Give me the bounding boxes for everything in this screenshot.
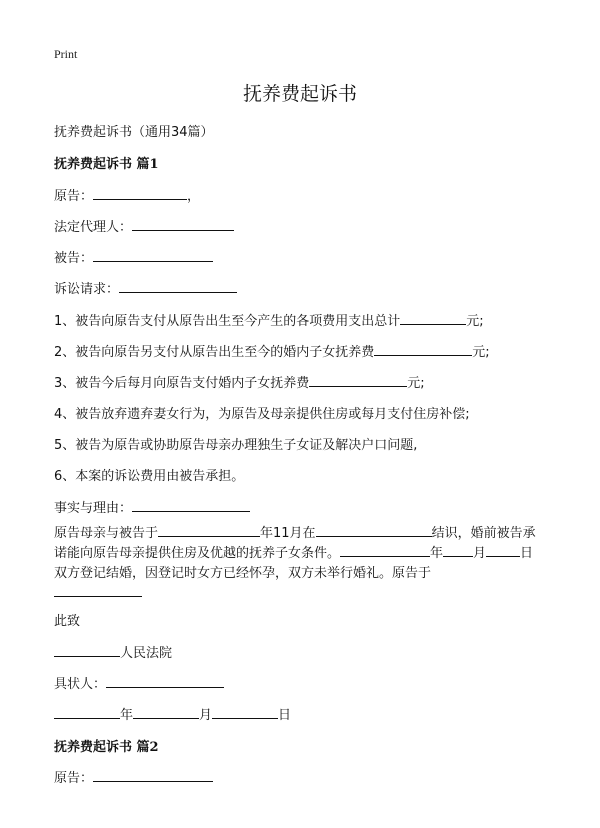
year-blank <box>54 706 120 719</box>
court-blank <box>54 644 120 657</box>
court-line <box>54 642 172 661</box>
signer-label: 具状人： <box>54 677 107 692</box>
para-blank-2 <box>316 524 432 537</box>
plaintiff-blank <box>93 187 187 200</box>
para-text-c: 结识，婚前被告承诺能向原告母亲提供住房及优越的抚养子女条件。 <box>54 526 536 561</box>
section-heading-1: 抚养费起诉书 篇1 <box>54 157 159 172</box>
plaintiff-label: 原告： <box>54 189 94 204</box>
para-text-d: 年 <box>430 546 444 561</box>
para-blank-4 <box>443 544 473 557</box>
para-blank-5 <box>486 544 520 557</box>
claim-item-1 <box>54 310 484 329</box>
claim-item-1-text: 1、被告向原告支付从原告出生至今产生的各项费用支出总计 <box>54 314 401 329</box>
para-blank-1 <box>158 524 260 537</box>
claim-item-3-text: 3、被告今后每月向原告支付婚内子女抚养费 <box>54 376 310 391</box>
claim-item-3 <box>54 372 425 391</box>
month-label: 月 <box>199 708 213 723</box>
document-title: 抚养费起诉书 <box>242 83 357 105</box>
claim-item-1-blank <box>400 312 466 325</box>
document-subtitle: 抚养费起诉书（通用34篇） <box>54 125 214 140</box>
para-text-e: 月 <box>473 546 487 561</box>
para-blank-6 <box>54 584 142 597</box>
claim-item-2-blank <box>374 343 472 356</box>
claim-item-5: 5、被告为原告或协助原告母亲办理独生子女证及解决户口问题, <box>54 438 418 453</box>
facts-label: 事实与理由： <box>54 501 133 516</box>
date-line <box>54 704 291 723</box>
defendant-line <box>54 247 213 266</box>
claims-line <box>54 278 237 297</box>
claim-item-2 <box>54 341 490 360</box>
year-label: 年 <box>120 708 134 723</box>
day-blank <box>212 706 278 719</box>
claim-item-2-unit: 元; <box>472 345 490 360</box>
agent-label: 法定代理人： <box>54 220 133 235</box>
para-text-b: 年11月在 <box>260 526 316 541</box>
para-blank-3 <box>340 544 430 557</box>
plaintiff-blank-2 <box>93 769 213 782</box>
para-text-a: 原告母亲与被告于 <box>54 526 159 541</box>
claim-item-6: 6、本案的诉讼费用由被告承担。 <box>54 469 245 484</box>
facts-blank <box>132 499 250 512</box>
regards: 此致 <box>54 614 81 629</box>
claim-item-3-unit: 元; <box>407 376 425 391</box>
signer-line <box>54 673 224 692</box>
agent-line <box>54 216 234 235</box>
day-label: 日 <box>278 708 292 723</box>
court-label: 人民法院 <box>120 646 173 661</box>
defendant-label: 被告： <box>54 251 94 266</box>
claims-blank <box>119 280 237 293</box>
facts-line <box>54 497 250 516</box>
claim-item-4: 4、被告放弃遗弃妻女行为，为原告及母亲提供住房或每月支付住房补偿; <box>54 407 470 422</box>
print-link[interactable]: Print <box>54 47 78 61</box>
plaintiff-suffix: ， <box>187 189 201 204</box>
month-blank <box>133 706 199 719</box>
defendant-blank <box>93 249 213 262</box>
claims-label: 诉讼请求： <box>54 282 120 297</box>
para-text-f: 日双方登记结婚，因登记时女方已经怀孕，双方未举行婚礼。原告于 <box>54 546 534 581</box>
plaintiff-label-2: 原告： <box>54 771 94 786</box>
plaintiff-line <box>54 185 200 204</box>
claim-item-3-blank <box>309 374 407 387</box>
signer-blank <box>106 675 224 688</box>
facts-paragraph <box>54 524 541 604</box>
plaintiff-line-2 <box>54 767 213 786</box>
claim-item-2-text: 2、被告向原告另支付从原告出生至今的婚内子女抚养费 <box>54 345 375 360</box>
agent-blank <box>132 218 234 231</box>
section-heading-2: 抚养费起诉书 篇2 <box>54 740 159 755</box>
claim-item-1-unit: 元; <box>466 314 484 329</box>
